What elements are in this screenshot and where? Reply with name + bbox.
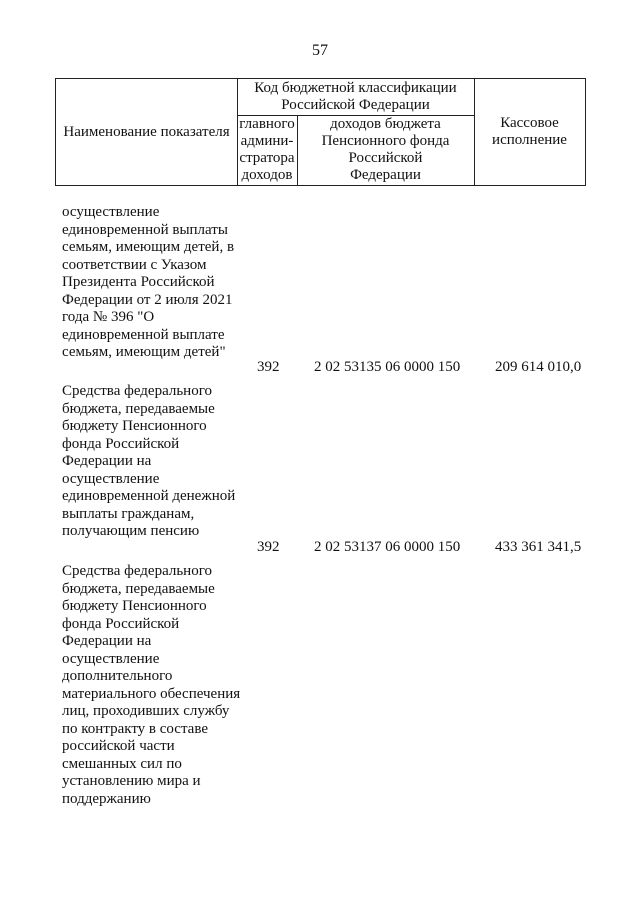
table-row-name: Средства федерального бюджета, передаваемые бюджету Пенсионного фонда Российской Федерации на осуществление дополнительного материального обеспечения лиц, проходивших службу по контракту в составе российской части смешанных сил по установлению мира и поддержанию xyxy=(62,563,241,807)
header-income-column: доходов бюджета Пенсионного фонда Российской Федерации xyxy=(321,116,450,183)
table-row-income-code: 2 02 53135 06 0000 150 xyxy=(314,359,461,375)
page-number: 57 xyxy=(312,42,328,59)
table-row-admin-code: 392 xyxy=(257,539,280,555)
table-row-name: осуществление единовременной выплаты семьям, имеющим детей, в соответствии с Указом Президента Российской Федерации от 2 июля 2021 года № 396 "О единовременной выплате семьям, имеющим детей" xyxy=(62,204,235,360)
header-admin-column: главного админи-стратора доходов xyxy=(239,116,295,183)
table-header xyxy=(55,78,586,186)
header-amount-column: Кассовое исполнение xyxy=(492,115,567,148)
table-row-amount: 209 614 010,0 xyxy=(495,359,582,375)
table-row-admin-code: 392 xyxy=(257,359,280,375)
table-row-name: Средства федерального бюджета, передаваемые бюджету Пенсионного фонда Российской Федерации на осуществление единовременной денежной выплаты гражданам, получающим пенсию xyxy=(62,383,236,539)
header-classification-group: Код бюджетной классификации Российской Федерации xyxy=(254,80,457,113)
table-row-amount: 433 361 341,5 xyxy=(495,539,582,555)
header-name-column: Наименование показателя xyxy=(63,123,230,140)
table-row-income-code: 2 02 53137 06 0000 150 xyxy=(314,539,461,555)
